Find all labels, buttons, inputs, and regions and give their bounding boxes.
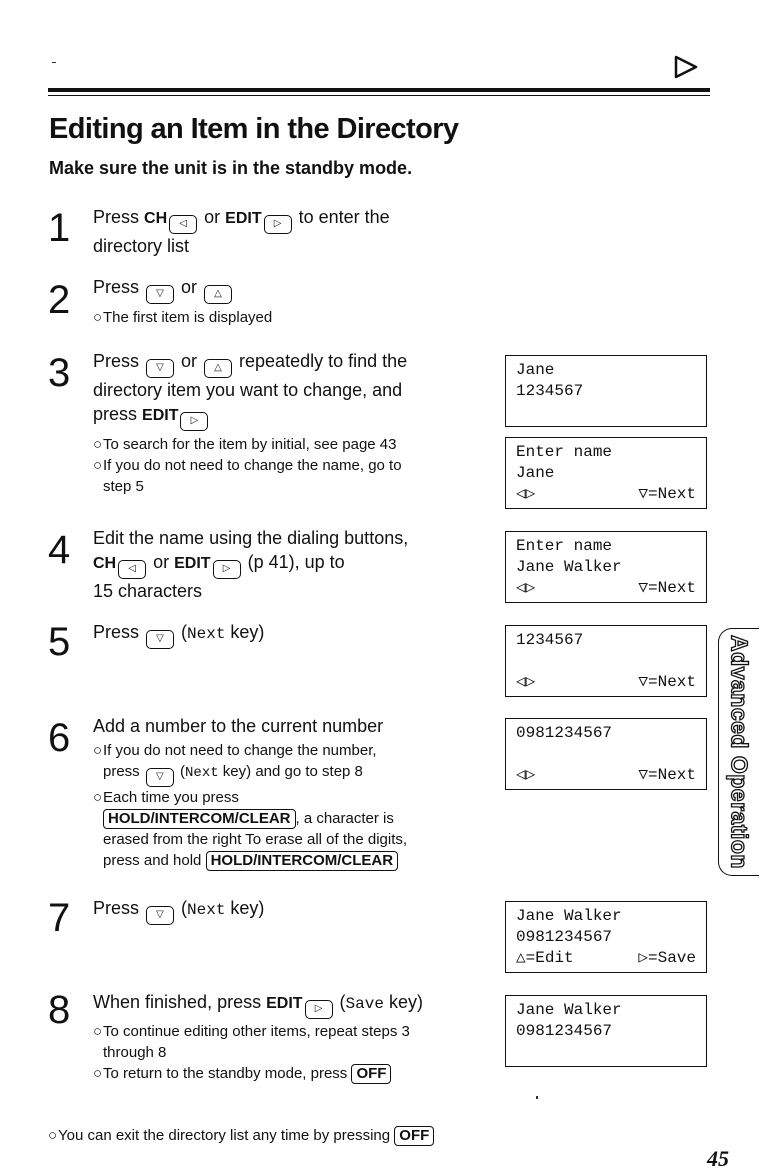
off-button-label: OFF bbox=[351, 1064, 391, 1084]
left-key-icon: ◁ bbox=[169, 215, 197, 234]
lcd-display: Jane 1234567 bbox=[505, 355, 707, 427]
step-1: Press CH ◁ or EDIT ▷ to enter the directory list bbox=[93, 207, 390, 256]
step-number: 8 bbox=[48, 988, 71, 1032]
down-key-icon: ▽ bbox=[146, 768, 174, 787]
lcd-display: 0981234567 ◁▷ ▽=Next bbox=[505, 718, 707, 790]
footer-note: ○You can exit the directory list any time by pressing OFF bbox=[48, 1125, 434, 1146]
step-number: 2 bbox=[48, 278, 71, 322]
continue-arrow-icon bbox=[672, 52, 702, 82]
page-number: 45 bbox=[707, 1146, 729, 1171]
up-key-icon: △ bbox=[204, 359, 232, 378]
header-rule-thin bbox=[48, 95, 710, 96]
lcd-display: Enter name Jane ◁▷ ▽=Next bbox=[505, 437, 707, 509]
step-number: 7 bbox=[48, 896, 71, 940]
off-button-label: OFF bbox=[394, 1126, 434, 1146]
speck bbox=[52, 62, 56, 63]
step-6: Add a number to the current number ○If you do not need to change the number, press ▽ (Next key) and go to step 8 ○Each time you press HOLD/INTERCOM/CLEAR , a character is erased from the right To erase all of the digits, press and hold HOLD/INTERCOM/CLEAR bbox=[93, 716, 408, 869]
header-rule bbox=[48, 88, 710, 92]
down-key-icon: ▽ bbox=[146, 359, 174, 378]
right-key-icon: ▷ bbox=[180, 412, 208, 431]
page-subtitle: Make sure the unit is in the standby mode. bbox=[49, 158, 413, 178]
left-key-icon: ◁ bbox=[118, 560, 146, 579]
hold-intercom-clear-button-label: HOLD/INTERCOM/CLEAR bbox=[206, 851, 399, 871]
right-key-icon: ▷ bbox=[264, 215, 292, 234]
step-number: 1 bbox=[48, 206, 71, 250]
lcd-display: Jane Walker 0981234567 bbox=[505, 995, 707, 1067]
down-key-icon: ▽ bbox=[146, 630, 174, 649]
step-2: Press ▽ or △ ○The first item is displayed bbox=[93, 277, 273, 326]
lcd-display: Jane Walker 0981234567 △=Edit ▷=Save bbox=[505, 901, 707, 973]
section-side-tab bbox=[718, 628, 759, 876]
step-4: Edit the name using the dialing buttons, CH ◁ or EDIT ▷ (p 41), up to 15 characters bbox=[93, 528, 409, 601]
step-5: Press ▽ (Next key) bbox=[93, 620, 483, 649]
page-title: Editing an Item in the Directory bbox=[49, 113, 459, 145]
right-key-icon: ▷ bbox=[305, 1000, 333, 1019]
step-8: When finished, press EDIT ▷ (Save key) ○To continue editing other items, repeat steps 3 through 8 ○To return to the standby mode, press OFF bbox=[93, 992, 423, 1082]
step-number: 5 bbox=[48, 620, 71, 664]
step-7: Press ▽ (Next key) bbox=[93, 896, 483, 925]
lcd-display: 1234567 ◁▷ ▽=Next bbox=[505, 625, 707, 697]
step-number: 4 bbox=[48, 528, 71, 572]
section-side-tab-label: Advanced Operation bbox=[726, 635, 753, 869]
lcd-display: Enter name Jane Walker ◁▷ ▽=Next bbox=[505, 531, 707, 603]
down-key-icon: ▽ bbox=[146, 285, 174, 304]
up-key-icon: △ bbox=[204, 285, 232, 304]
step-number: 3 bbox=[48, 351, 71, 395]
step-3: Press ▽ or △ repeatedly to find the directory item you want to change, and press EDIT ▷ ○To search for the item by initial, see page 43 ○If you do not need to change the name, go to step 5 bbox=[93, 351, 408, 495]
down-key-icon: ▽ bbox=[146, 906, 174, 925]
speck bbox=[536, 1096, 538, 1099]
hold-intercom-clear-button-label: HOLD/INTERCOM/CLEAR bbox=[103, 809, 296, 829]
right-key-icon: ▷ bbox=[213, 560, 241, 579]
step-number: 6 bbox=[48, 716, 71, 760]
